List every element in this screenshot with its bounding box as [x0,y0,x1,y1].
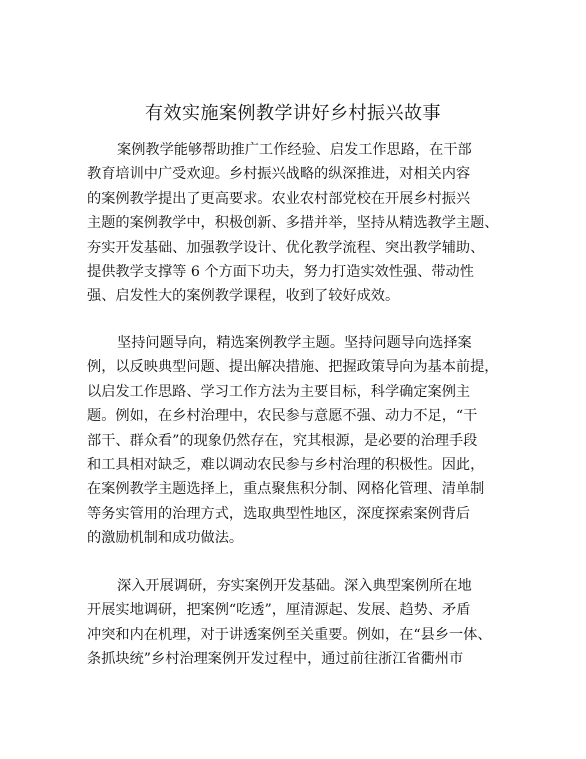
paragraph-1 [87,138,498,309]
paragraph-line: 在案例教学主题选择上，重点聚焦积分制、网格化管理、清单制 [87,481,485,498]
paragraph-line: 坚持问题导向，精选案例教学主题。坚持问题导向选择案 [117,335,472,351]
paragraph-line: 冲突和内在机理，对于讲透案例至关重要。例如，在“县乡一体、 [87,626,492,643]
paragraph-line: 例，以反映典型问题、提出解决措施、把握政策导向为基本前提， [87,359,499,376]
paragraph-2 [87,331,498,551]
paragraph-line: 开展实地调研，把案例“吃透”，厘清源起、发展、趋势、矛盾 [87,602,471,619]
paragraph-3 [87,574,492,672]
paragraph-line: 案例教学能够帮助推广工作经验、启发工作思路，在干部 [117,142,472,158]
paragraph-line: 的案例教学提出了更高要求。农业农村部党校在开展乡村振兴 [87,190,471,207]
document-title: 有效实施案例教学讲好乡村振兴故事 [145,103,441,124]
paragraph-line: 主题的案例教学中，积极创新、多措并举，坚持从精选教学主题、 [87,215,499,232]
paragraph-line: 深入开展调研，夯实案例开发基础。深入典型案例所在地 [117,578,472,594]
paragraph-line: 部干、群众看”的现象仍然存在，究其根源，是必要的治理手段 [87,432,478,449]
paragraph-line: 和工具相对缺乏，难以调动农民参与乡村治理的积极性。因此， [87,456,485,473]
paragraph-line: 题。例如，在乡村治理中，农民参与意愿不强、动力不足，“干 [87,408,478,425]
paragraph-line: 以启发工作思路、学习工作方法为主要目标，科学确定案例主 [87,383,471,400]
paragraph-line: 等务实管用的治理方式，选取典型性地区，深度探索案例背后 [87,505,471,522]
paragraph-line: 强、启发性大的案例教学课程，收到了较好成效。 [87,288,400,305]
paragraph-line: 条抓块统”乡村治理案例开发过程中，通过前往浙江省衢州市 [87,651,464,668]
paragraph-line: 教育培训中广受欢迎。乡村振兴战略的纵深推进，对相关内容 [87,166,471,183]
paragraph-line: 提供教学支撑等 6 个方面下功夫，努力打造实效性强、带动性 [87,263,474,280]
paragraph-line: 的激励机制和成功做法。 [87,530,244,547]
paragraph-line: 夯实开发基础、加强教学设计、优化教学流程、突出教学辅助、 [87,239,485,256]
